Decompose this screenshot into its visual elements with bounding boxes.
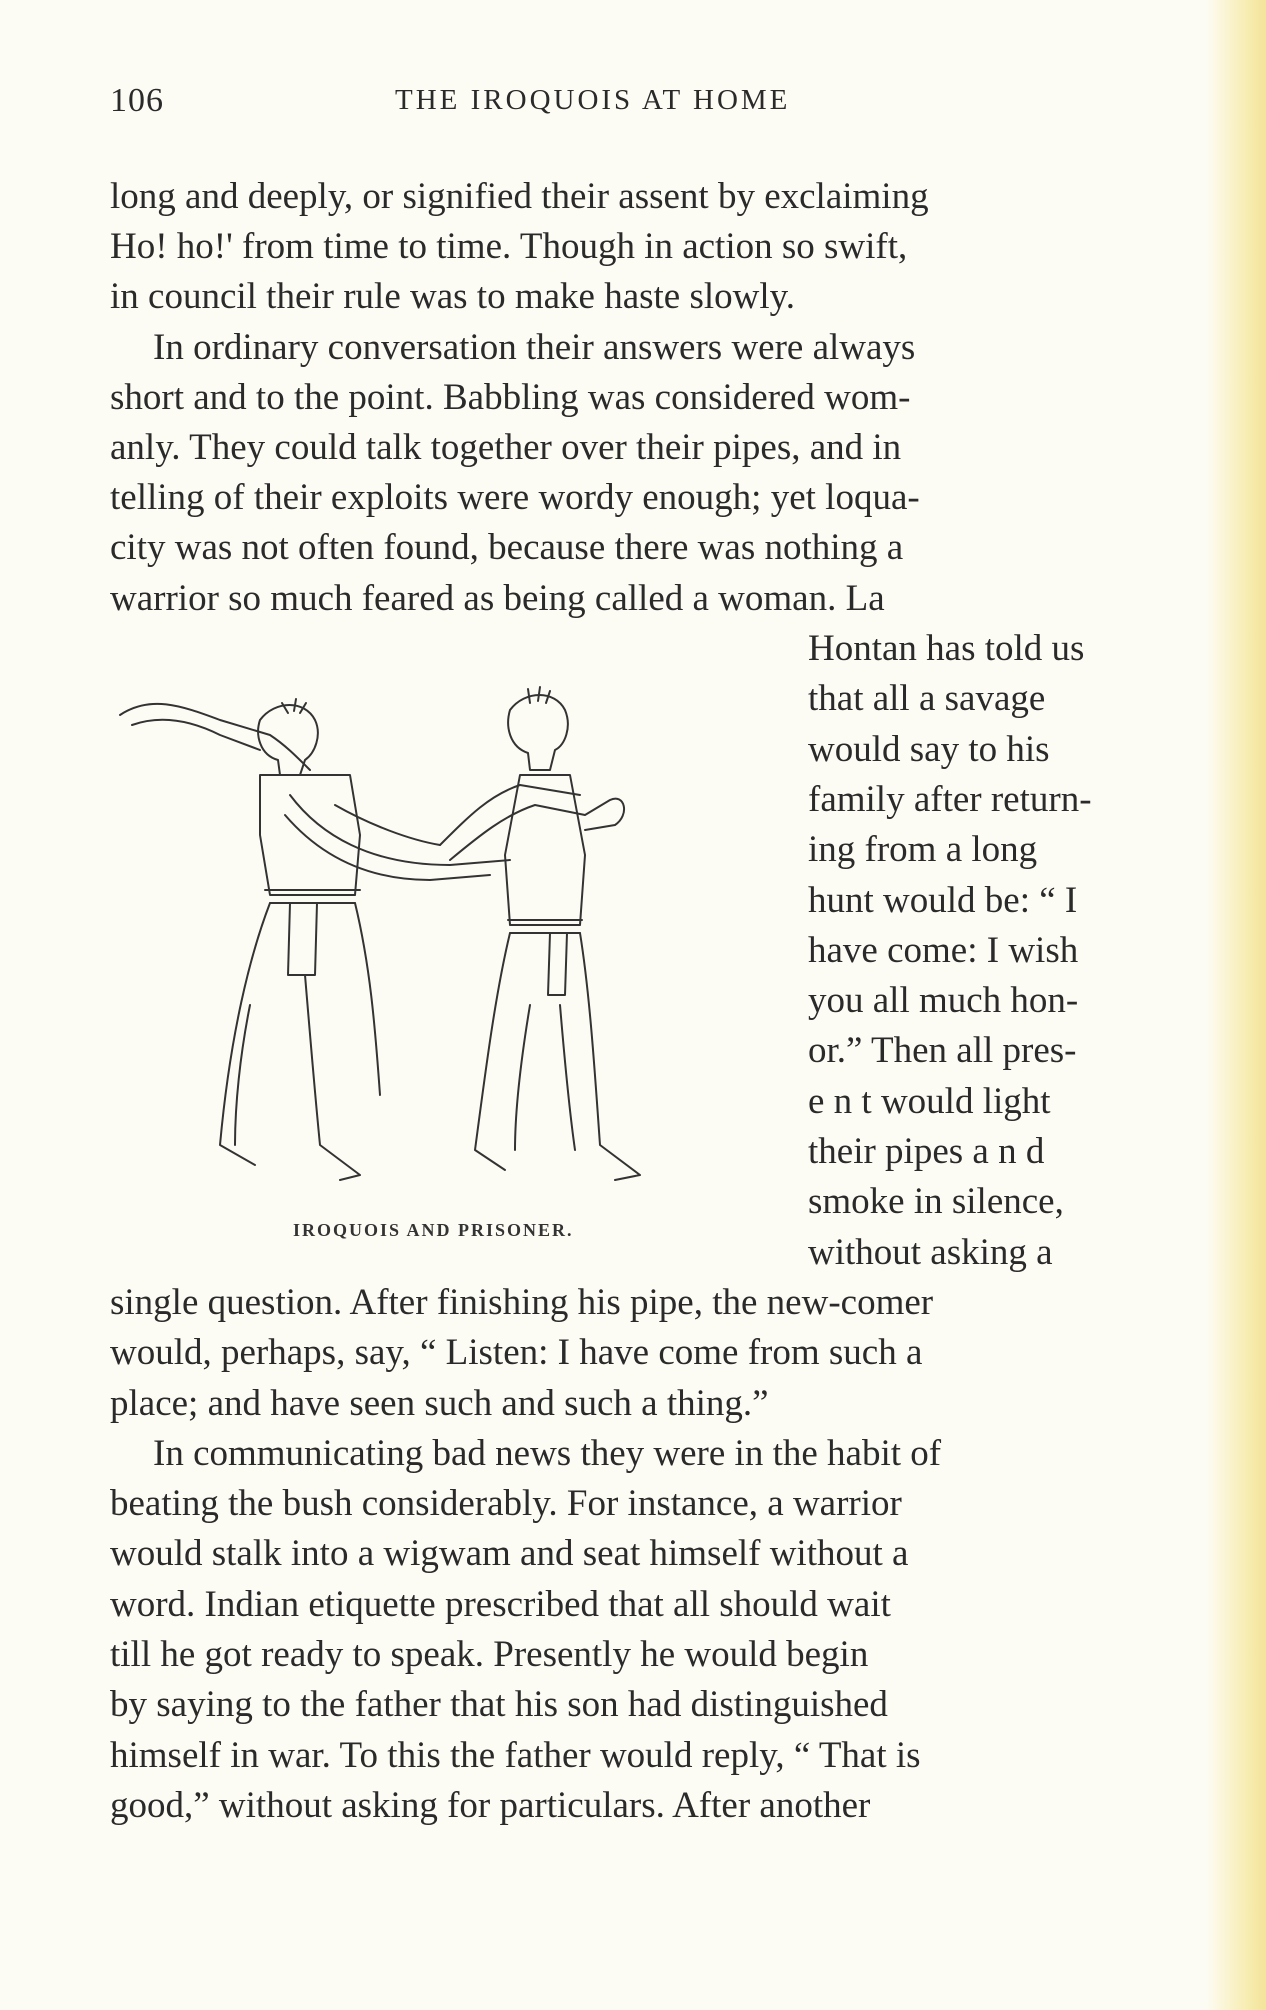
text-line: place; and have seen such and such a thing.” [110,1383,769,1424]
text-line: smoke in silence, [808,1181,1064,1222]
prisoner-figure [440,687,640,1180]
text-line: till he got ready to speak. Presently he would begin [110,1634,869,1675]
text-line: anly. They could talk together over their pipes, and in [110,427,902,468]
text-line: in council their rule was to make haste slowly. [110,276,796,317]
text-line: that all a savage [808,678,1046,719]
text-line: have come: I wish [808,930,1079,971]
text-line: himself in war. To this the father would reply, “ That is [110,1735,921,1776]
text-line: or.” Then all pres- [808,1030,1077,1071]
page-header [110,82,1190,122]
text-line: In ordinary conversation their answers were always [153,327,916,368]
text-line: beating the bush considerably. For instance, a warrior [110,1483,902,1524]
illustration-iroquois-and-prisoner [110,675,790,1230]
text-line: hunt would be: “ I [808,880,1078,921]
text-line: city was not often found, because there was nothing a [110,527,904,568]
text-line: by saying to the father that his son had distinguished [110,1684,888,1725]
text-line: ing from a long [808,829,1038,870]
figure-caption: IROQUOIS AND PRISONER. [293,1220,574,1240]
text-line: warrior so much feared as being called a woman. La [110,578,885,619]
text-line: single question. After finishing his pipe, the new-comer [110,1282,934,1323]
text-line: e n t would light [808,1081,1051,1122]
warrior-figure [120,699,510,1180]
text-line: would, perhaps, say, “ Listen: I have come from such a [110,1332,923,1373]
text-line: telling of their exploits were wordy enough; yet loqua- [110,477,920,518]
text-line: long and deeply, or signified their assent by exclaiming [110,176,929,217]
page-edge-shading [1206,0,1266,2010]
text-line: would stalk into a wigwam and seat himself without a [110,1533,909,1574]
text-line: word. Indian etiquette prescribed that all should wait [110,1584,891,1625]
text-line: family after return- [808,779,1092,820]
text-line: their pipes a n d [808,1131,1045,1172]
page-number: 106 [110,82,164,119]
text-line: good,” without asking for particulars. After another [110,1785,871,1826]
text-line: Ho! ho!' from time to time. Though in action so swift, [110,226,908,267]
running-head: THE IROQUOIS AT HOME [395,84,791,116]
text-line: would say to his [808,729,1050,770]
text-line: without asking a [808,1232,1053,1273]
text-line: In communicating bad news they were in the habit of [153,1433,942,1474]
text-line: short and to the point. Babbling was considered wom- [110,377,911,418]
text-line: Hontan has told us [808,628,1085,669]
text-line: you all much hon- [808,980,1079,1021]
